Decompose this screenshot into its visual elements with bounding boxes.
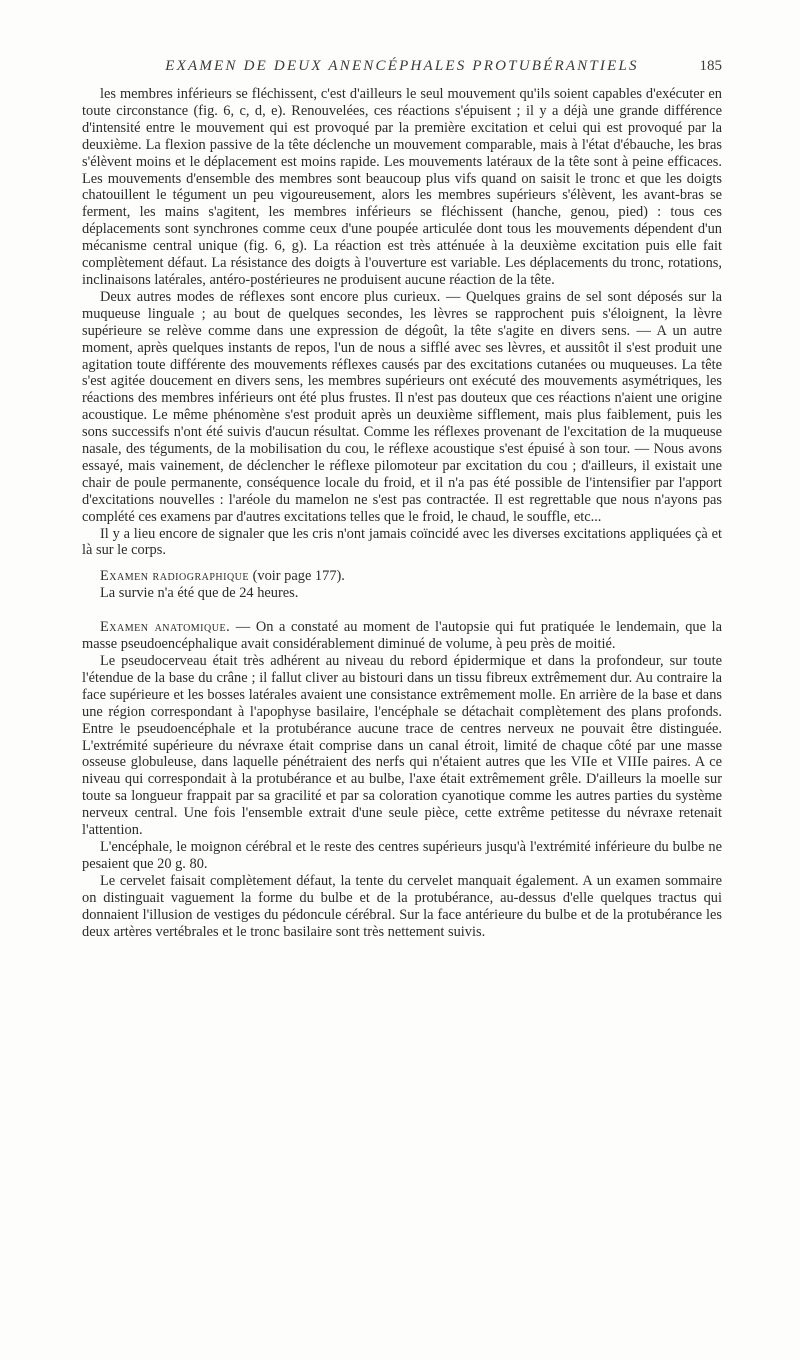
paragraph-pseudocerveau: Le pseudocerveau était très adhérent au niveau du rebord épidermique et dans la profondeur, sur toute l'étendue de la base du crâne ; il fallut cliver au bistouri dans un tissu fibreux extrêmement dur. Au contraire la face supérieure et les bosses latérales avaient une consistance extrêmement molle. En arrière de la base et dans une région correspondant à l'apophyse basilaire, l'encéphale se détachait complètement des plans profonds. Entre le pseudoencéphale et la protubérance aucune trace de centres nerveux ne pouvait être distinguée. L'extrémité supérieure du névraxe était comprise dans un canal étroit, limité de chaque côté par une masse osseuse globuleuse, dans laquelle pénétraient des nerfs qui n'étaient autres que les VIIe et VIIIe paires. A ce niveau qui correspondait à la protubérance et au bulbe, l'axe était extrêmement grêle. D'ailleurs la moelle sur toute sa longueur frappait par sa gracilité et par sa coloration cyanotique comme les autres parties du système nerveux central. Une fois l'ensemble extrait d'une seule pièce, cette extrême petitesse du névraxe retenait l'attention. <box>82 653 722 839</box>
paragraph-cervelet: Le cervelet faisait complètement défaut, la tente du cervelet manquait également. A un examen sommaire on distinguait vaguement la forme du bulbe et de la protubérance, au-dessus d'elle quelques tractus qui donnaient l'illusion de vestiges du pédoncule cérébral. Sur la face antérieure du bulbe et de la protubérance les deux artères vertébrales et le tronc basilaire sont très nettement suivis. <box>82 872 722 940</box>
paragraph-anatomical-exam <box>82 619 722 653</box>
paragraph-other-reflexes: Deux autres modes de réflexes sont encore plus curieux. — Quelques grains de sel sont déposés sur la muqueuse linguale ; au bout de quelques secondes, les lèvres se rapprochent puis s'éloignent, la lèvre supérieure se relève comme dans une expression de dégoût, la tête s'agite en divers sens. — A un autre moment, après quelques instants de repos, l'un de nous a sifflé avec ses lèvres, et aussitôt il s'est produit une agitation toute différente des mouvements réflexes causés par des excitations cutanées ou muqueuses. La tête s'est agitée doucement en divers sens, les membres supérieurs ont exécuté des mouvements asymétriques, les réactions des membres inférieurs ont été plus frustes. Il n'est pas douteux que ces réactions n'aient une origine acoustique. Le même phénomène s'est produit après un deuxième sifflement, mais plus faiblement, puis les sons successifs n'ont été suivis d'aucun résultat. Comme les réflexes provenant de l'excitation de la muqueuse nasale, des téguments, de la mobilisation du cou, le réflexe acoustique s'est épuisé à son tour. — Nous avons essayé, mais vainement, de déclencher le réflexe pilomoteur par excitation du cou ; d'ailleurs, il existait une chair de poule permanente, conséquence locale du froid, et il n'a pas été possible de l'intensifier par l'apport d'excitations nouvelles : l'aréole du mamelon ne s'est pas contractée. Il est regrettable que nous n'ayons pas complété ces examens par d'autres excitations telles que le froid, le chaud, le souffle, etc... <box>82 288 722 525</box>
paragraph-cries: Il y a lieu encore de signaler que les cris n'ont jamais coïncidé avec les diverses excitations appliquées çà et là sur le corps. <box>82 525 722 559</box>
page-number: 185 <box>699 58 722 74</box>
paragraph-reflex-movements: les membres inférieurs se fléchissent, c'est d'ailleurs le seul mouvement qu'ils soient capables d'exécuter en toute circonstance (fig. 6, c, d, e). Renouvelées, ces réactions s'épuisent ; il y a déjà une grande différence d'intensité entre le mouvement qui est provoqué par la première excitation et celui qui est provoqué par la deuxième. La flexion passive de la tête déclenche un mouvement comparable, mais à l'état d'ébauche, les bras s'élèvent moins et le déplacement est moins rapide. Les mouvements latéraux de la tête sont à peine efficaces. Les mouvements d'ensemble des membres sont beaucoup plus vifs quand on saisit le tronc et que les doigts chatouillent le tégument un peu vigoureusement, alors les membres supérieurs s'élèvent, les avant-bras se ferment, les mains s'agitent, les membres inférieurs se fléchissent (hanche, genou, pied) : tous ces déplacements sont synchrones comme ceux d'une poupée articulée dont tous les mouvements dépendent d'un mécanisme central unique (fig. 6, g). La réaction est très atténuée à la deuxième excitation puis elle fait complètement défaut. La résistance des doigts à l'ouverture est variable. Les déplacements du tronc, rotations, inclinaisons latérales, antéro-postérieures ne produisent aucune réaction de la tête. <box>82 86 722 288</box>
paragraph-anatomical-text: — On a constaté au moment de l'autopsie qui fut pratiquée le lendemain, que la masse pseudoencéphalique avait considérablement diminué de volume, à peu près de moitié. <box>82 619 722 653</box>
section-lead-radiographic: Examen radiographique <box>100 568 249 585</box>
paragraph-encephale-weight: L'encéphale, le moignon cérébral et le reste des centres supérieurs jusqu'à l'extrémité inférieure du bulbe ne pesaient que 20 g. 80. <box>82 838 722 872</box>
paragraph-survival: La survie n'a été que de 24 heures. <box>100 585 299 602</box>
body-text <box>82 86 722 940</box>
running-title: EXAMEN DE DEUX ANENCÉPHALES PROTUBÉRANTIELS <box>165 58 639 74</box>
running-head <box>82 58 722 82</box>
section-lead-anatomical: Examen anatomique. <box>100 619 231 636</box>
paragraph-radiographic-exam <box>82 568 722 585</box>
paragraph-radiographic-text: (voir page 177). <box>249 568 345 585</box>
